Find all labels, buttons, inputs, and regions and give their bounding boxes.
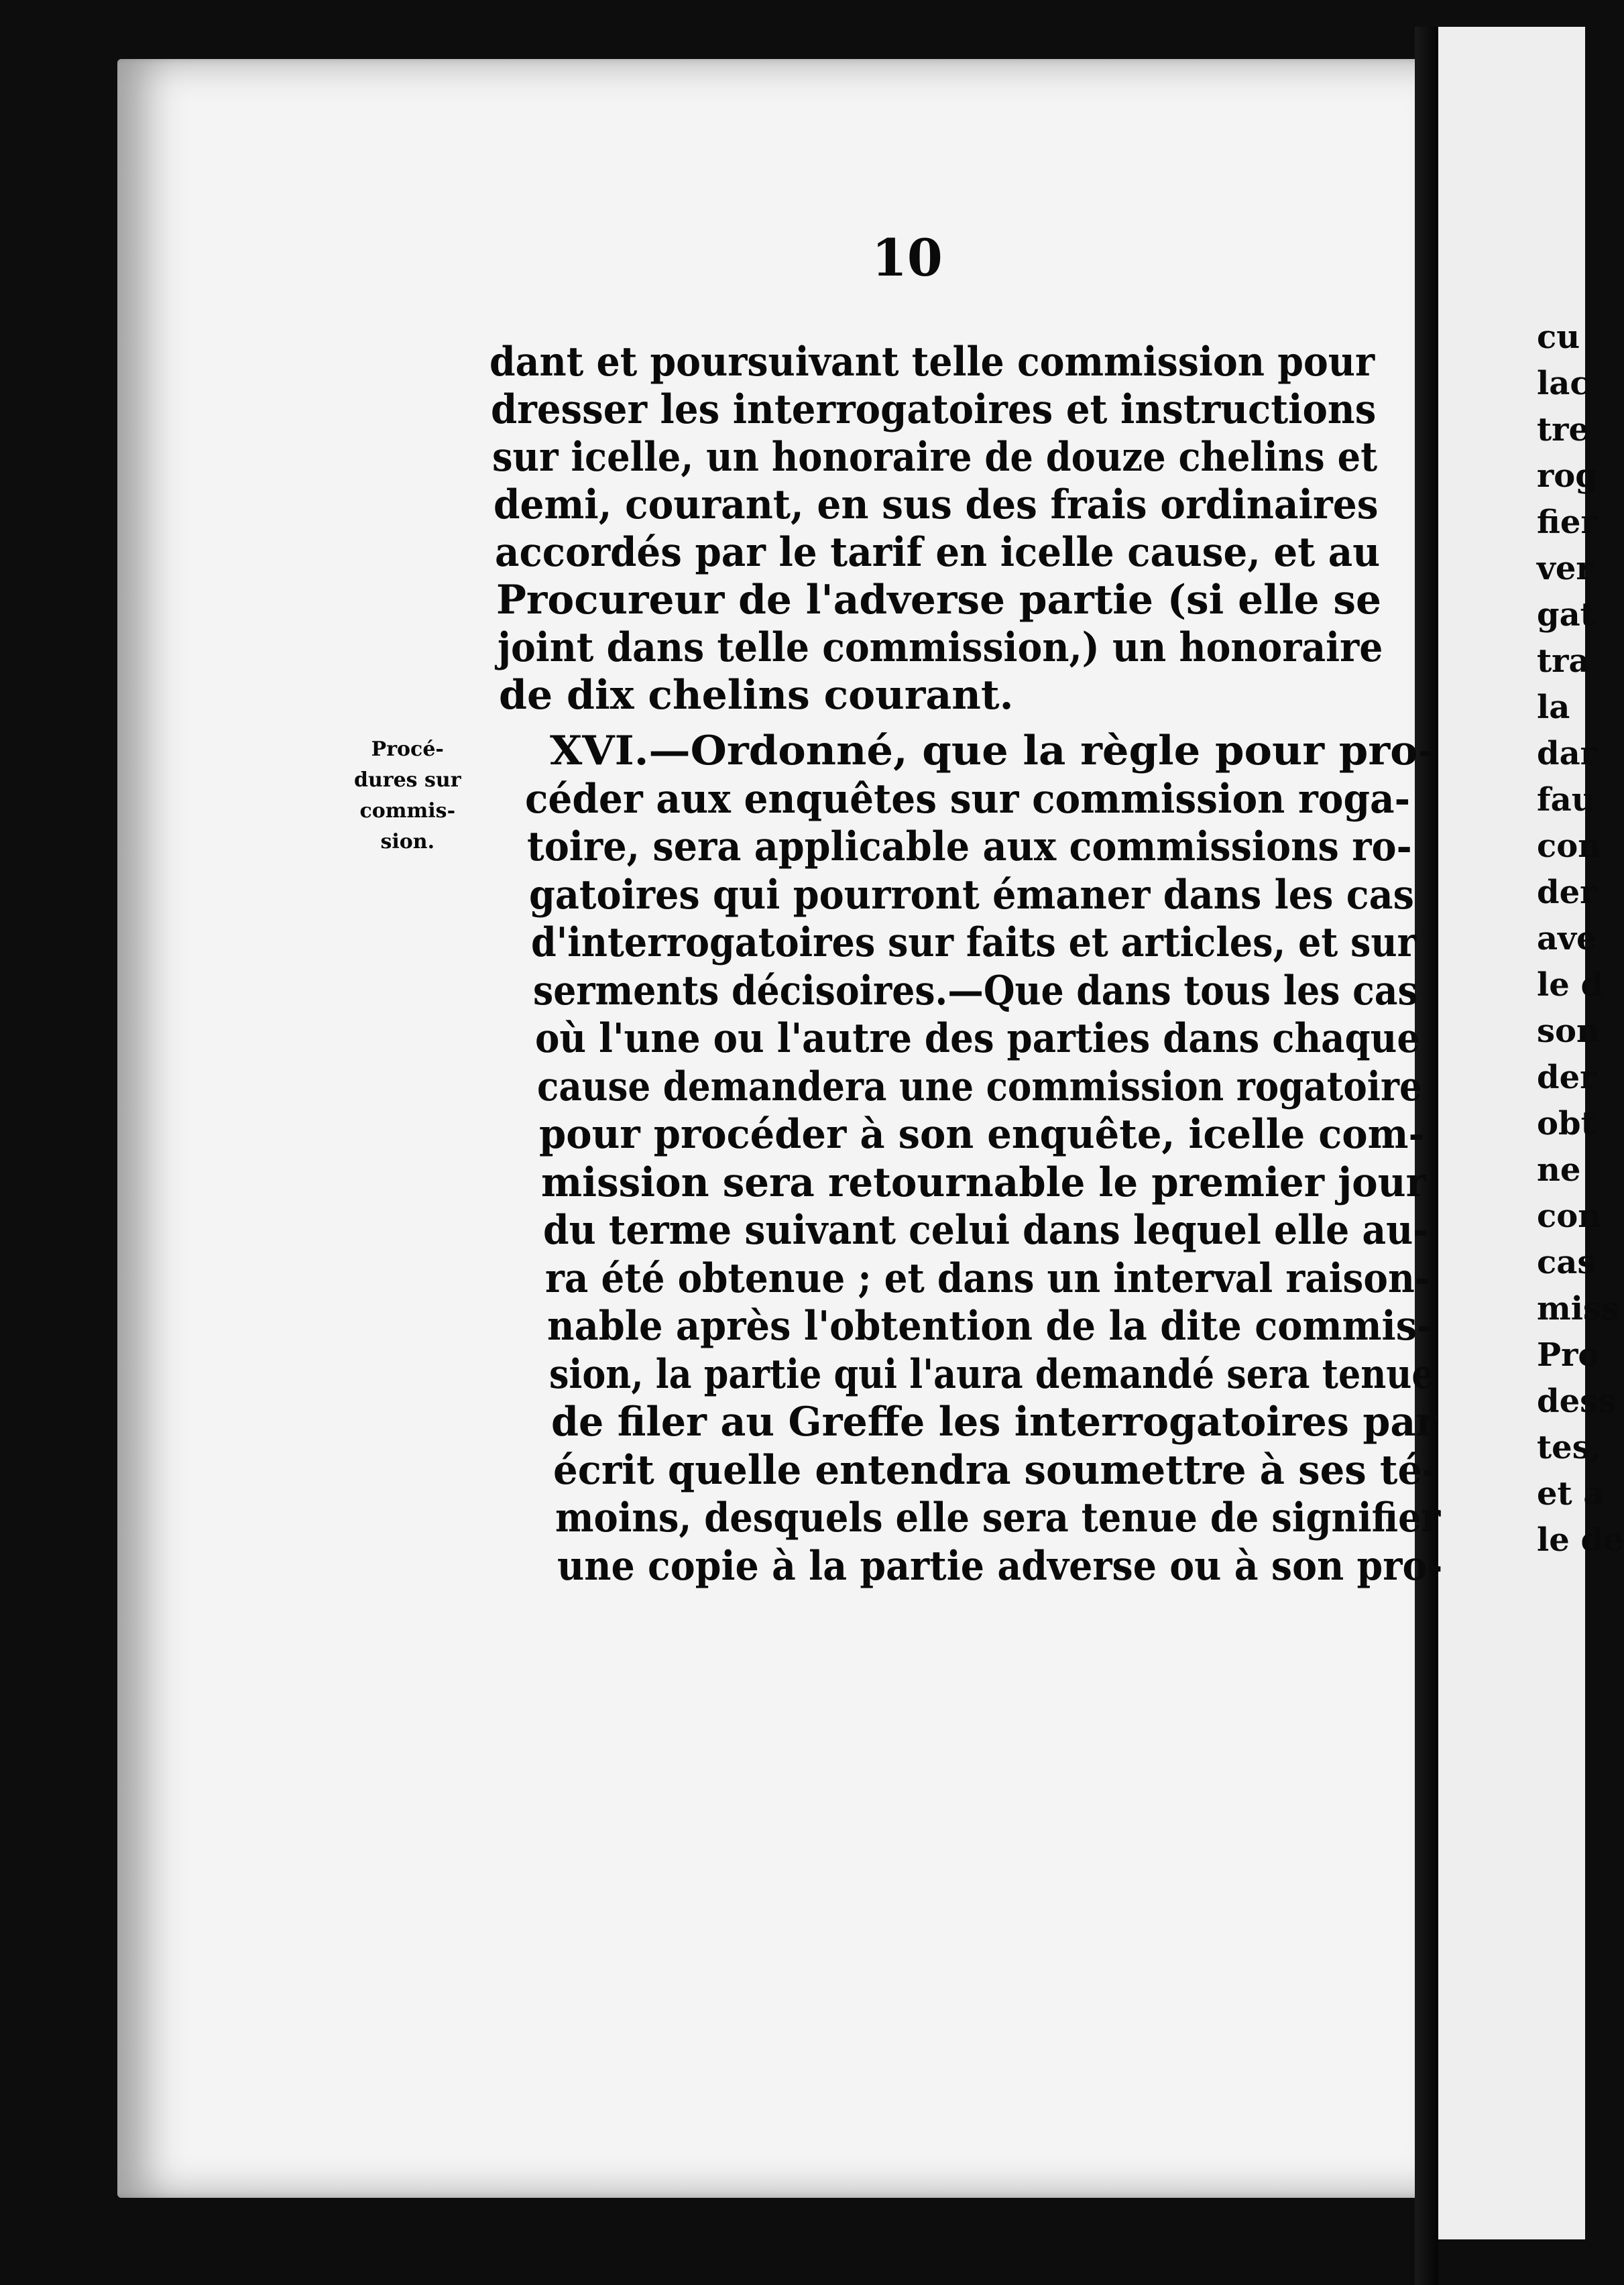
- body-line: demi, courant, en sus des frais ordinaires: [494, 481, 1379, 528]
- margin-note-line: dures sur: [354, 768, 461, 792]
- next-page-fragment: ver: [1537, 550, 1593, 587]
- next-page-fragment: gat: [1537, 596, 1595, 634]
- body-line: une copie à la partie adverse ou à son pro-: [557, 1542, 1443, 1590]
- body-line: XVI.—Ordonné, que la règle pour pro-: [550, 727, 1436, 774]
- next-page-fragment: cas: [1537, 1244, 1596, 1281]
- body-line: dresser les interrogatoires et instructions: [491, 386, 1377, 433]
- next-page-fragment: son: [1537, 1012, 1600, 1050]
- body-line: du terme suivant celui dans lequel elle au-: [543, 1207, 1429, 1254]
- body-line: toire, sera applicable aux commissions ro-: [527, 823, 1412, 870]
- body-line: de dix chelins courant.: [499, 672, 1014, 719]
- body-line: où l'une ou l'autre des parties dans chaque: [535, 1015, 1421, 1062]
- next-page-fragment: lac: [1537, 365, 1590, 402]
- next-page-fragment: dess: [1537, 1383, 1617, 1420]
- body-line: de filer au Greffe les interrogatoires par: [551, 1399, 1437, 1446]
- next-page-fragment: con: [1537, 827, 1602, 865]
- body-line: écrit quelle entendra soumettre à ses té-: [553, 1446, 1439, 1494]
- body-line: d'interrogatoires sur faits et articles, et sur: [531, 919, 1417, 966]
- body-line: sur icelle, un honoraire de douze chelins et: [492, 434, 1378, 481]
- next-page-fragment: le de: [1537, 1521, 1624, 1559]
- margin-note-line: sion.: [380, 830, 435, 854]
- body-line: moins, desquels elle sera tenue de signifier: [555, 1495, 1441, 1541]
- next-page-fragment: der: [1537, 1059, 1597, 1096]
- margin-note-line: Procé-: [371, 738, 444, 761]
- next-page-fragment: dar: [1537, 735, 1597, 772]
- next-page-fragment: ave: [1537, 920, 1597, 957]
- next-page-fragment: et a: [1537, 1475, 1605, 1513]
- body-line: Procureur de l'adverse partie (si elle se: [496, 577, 1381, 624]
- body-line: joint dans telle commission,) un honoraire: [498, 624, 1383, 671]
- next-page-fragment: tra: [1537, 642, 1590, 680]
- next-page-fragment: le d: [1537, 966, 1604, 1004]
- next-page-fragment: fau: [1537, 781, 1595, 819]
- page-number: 10: [872, 228, 943, 288]
- next-page-fragment: cu: [1537, 318, 1580, 356]
- margin-note: [354, 734, 461, 858]
- body-line: accordés par le tarif en icelle cause, et au: [495, 529, 1381, 576]
- body-line: céder aux enquêtes sur commission roga-: [525, 775, 1411, 823]
- next-page-fragment: tre: [1537, 411, 1589, 449]
- next-page-fragment: ne: [1537, 1151, 1581, 1189]
- next-page-fragment: tes,: [1537, 1429, 1602, 1466]
- next-page-fragment: miss: [1537, 1290, 1620, 1328]
- body-line: ra été obtenue ; et dans un interval raison-: [545, 1254, 1430, 1302]
- next-page-fragment: der: [1537, 874, 1597, 911]
- body-line: gatoires qui pourront émaner dans les cas: [529, 871, 1414, 919]
- body-line: mission sera retournable le premier jour: [541, 1159, 1427, 1206]
- next-page-fragment: rog: [1537, 457, 1598, 495]
- next-page-fragment: Pro: [1537, 1336, 1600, 1374]
- next-page-fragment: con: [1537, 1197, 1602, 1235]
- next-page-fragment: obt: [1537, 1105, 1596, 1142]
- body-line: dant et poursuivant telle commission pour: [489, 339, 1375, 386]
- next-page-fragment: la: [1537, 689, 1570, 726]
- margin-note-line: commis-: [359, 799, 456, 823]
- body-line: serments décisoires.—Que dans tous les cas: [533, 967, 1418, 1014]
- body-line: sion, la partie qui l'aura demandé sera tenue: [549, 1350, 1434, 1398]
- next-page-fragment: fier: [1537, 504, 1598, 541]
- body-line: cause demandera une commission rogatoire: [537, 1063, 1422, 1110]
- body-line: pour procéder à son enquête, icelle com-: [539, 1111, 1425, 1158]
- body-line: nable après l'obtention de la dite commis-: [547, 1303, 1433, 1350]
